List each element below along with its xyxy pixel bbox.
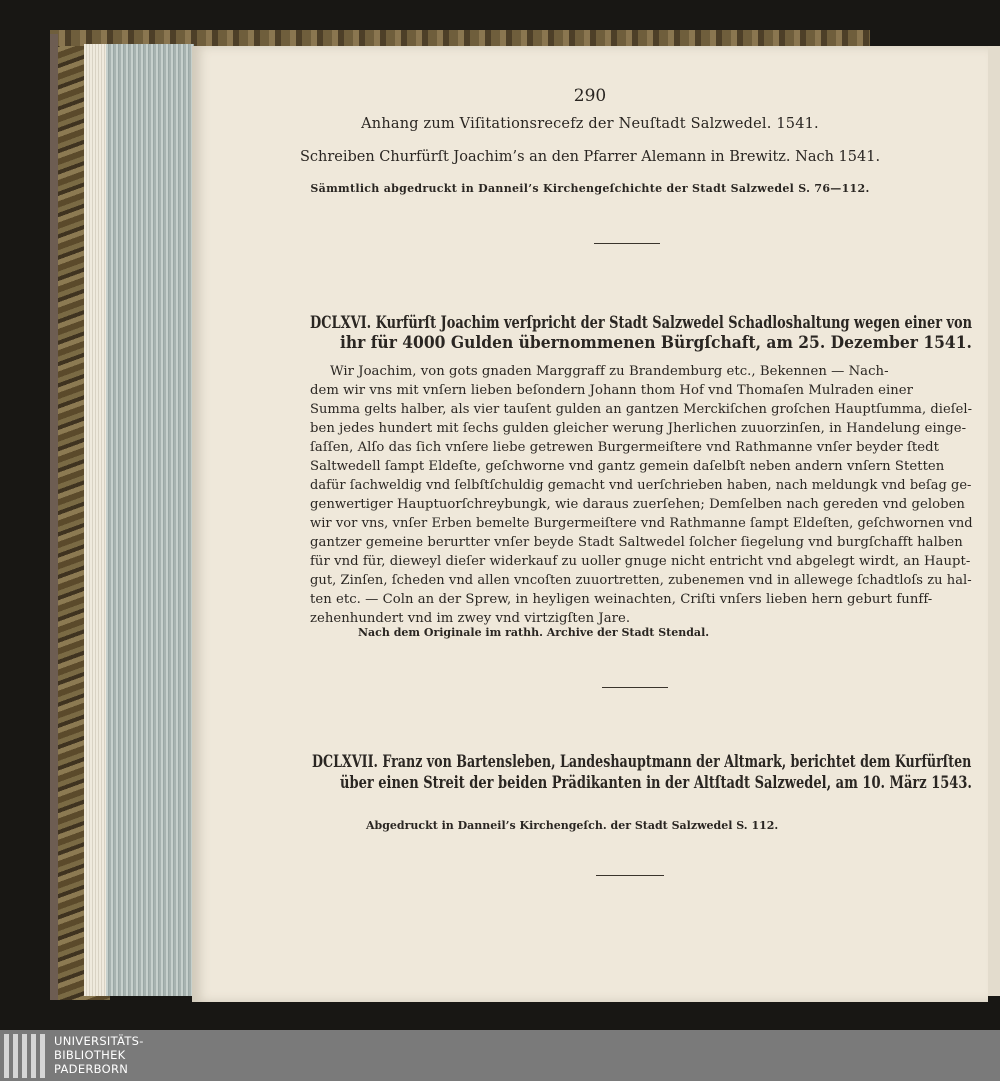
letter-heading: Schreiben Churfürſt Joachim’s an den Pfarrer Alemann in Brewitz. Nach 1541. — [299, 149, 881, 165]
body-line: Saltwedell ſampt Eldeſte, geſchworne vnd gantz gemein daſelbſt neben andern vnſern Stetten — [310, 459, 945, 474]
page-block-edges-light — [84, 44, 106, 996]
body-line: ben jedes hundert mit ſechs gulden gleicher werung Jherlichen zuuorzinſen, in Handelung einge- — [310, 421, 967, 436]
print-reference: Sämmtlich abgedruckt in Danneil’s Kirchengeſchichte der Stadt Salzwedel S. 76—112. — [310, 182, 870, 195]
section-divider — [594, 243, 660, 244]
entry-title-line: ihr für 4000 Gulden übernommenen Bürgſchaft, am 25. Dezember 1541. — [340, 333, 972, 352]
body-line: gantzer gemeine berurtter vnſer beyde Stadt Saltwedel ſolcher ſiegelung vnd burgſchafft halben — [310, 535, 963, 550]
page-number: 290 — [573, 86, 607, 106]
running-header: Anhang zum Viſitationsrecefz der Neuſtadt Salzwedel. 1541. — [361, 116, 819, 132]
body-line: genwertiger Hauptuorſchreybungk, wie daraus zuerſehen; Demſelben nach gereden vnd geloben — [310, 497, 965, 512]
body-line: wir vor vns, vnſer Erben bemelte Burgermeiſtere vnd Rathmanne ſampt Eldeſten, geſchwornen vnd — [310, 516, 973, 531]
section-divider — [602, 687, 668, 688]
book-page — [192, 46, 988, 1002]
library-name-line: UNIVERSITÄTS- — [54, 1034, 144, 1048]
body-line: dem wir vns mit vnſern lieben beſondern Johann thom Hof vnd Thomaſen Mulraden einer — [310, 383, 913, 398]
source-note: Abgedruckt in Danneil’s Kirchengeſch. der Stadt Salzwedel S. 112. — [366, 819, 779, 832]
library-name — [54, 1034, 144, 1076]
body-line: dafür ſachweldig vnd ſelbſtſchuldig gemacht vnd uerſchrieben haben, nach meldungk vnd beſag ge- — [310, 478, 972, 493]
section-divider — [596, 875, 664, 876]
entry-title-line: DCLXVII. Franz von Bartensleben, Landeshauptmann der Altmark, berichtet dem Kurfürſten — [312, 752, 972, 771]
body-line: Wir Joachim, von gots gnaden Marggraff zu Brandemburg etc., Bekennen — Nach- — [330, 364, 889, 379]
library-footer-banner — [0, 1030, 1000, 1081]
library-name-line: BIBLIOTHEK — [54, 1048, 126, 1062]
library-logo-icon — [4, 1034, 48, 1078]
entry-title-line: über einen Streit der beiden Prädikanten in der Altſtadt Salzwedel, am 10. März 1543. — [340, 773, 972, 792]
entry-title-line: DCLXVI. Kurfürſt Joachim verſpricht der Stadt Salzwedel Schadloshaltung wegen einer von — [310, 313, 973, 332]
next-page-strip — [986, 46, 1000, 996]
body-line: ſaſſen, Alſo das ſich vnſere liebe getrewen Burgermeiſtere vnd Rathmanne vnſer beyder ſtedt — [310, 440, 939, 455]
body-line: für vnd für, dieweyl dieſer widerkauf zu uoller gnuge nicht entricht vnd abgelegt wirdt, an Haupt- — [310, 554, 971, 569]
cover-spine-edge — [50, 34, 58, 1000]
source-note: Nach dem Originale im rathh. Archive der Stadt Stendal. — [358, 626, 710, 639]
body-line: ten etc. — Coln an der Sprew, in heyligen weinachten, Criſti vnſers lieben hern geburt funff- — [310, 592, 933, 607]
body-line: gut, Zinſen, ſcheden vnd allen vncoſten zuuortretten, zubenemen vnd in allewege ſchadtloſs zu hal- — [310, 573, 972, 588]
library-name-line: PADERBORN — [54, 1062, 129, 1076]
body-line: zehenhundert vnd im zwey vnd virtzigſten Jare. — [310, 611, 631, 626]
body-line: Summa gelts halber, als vier tauſent gulden an gantzen Merckiſchen groſchen Hauptſumma, dieſel- — [310, 402, 973, 417]
